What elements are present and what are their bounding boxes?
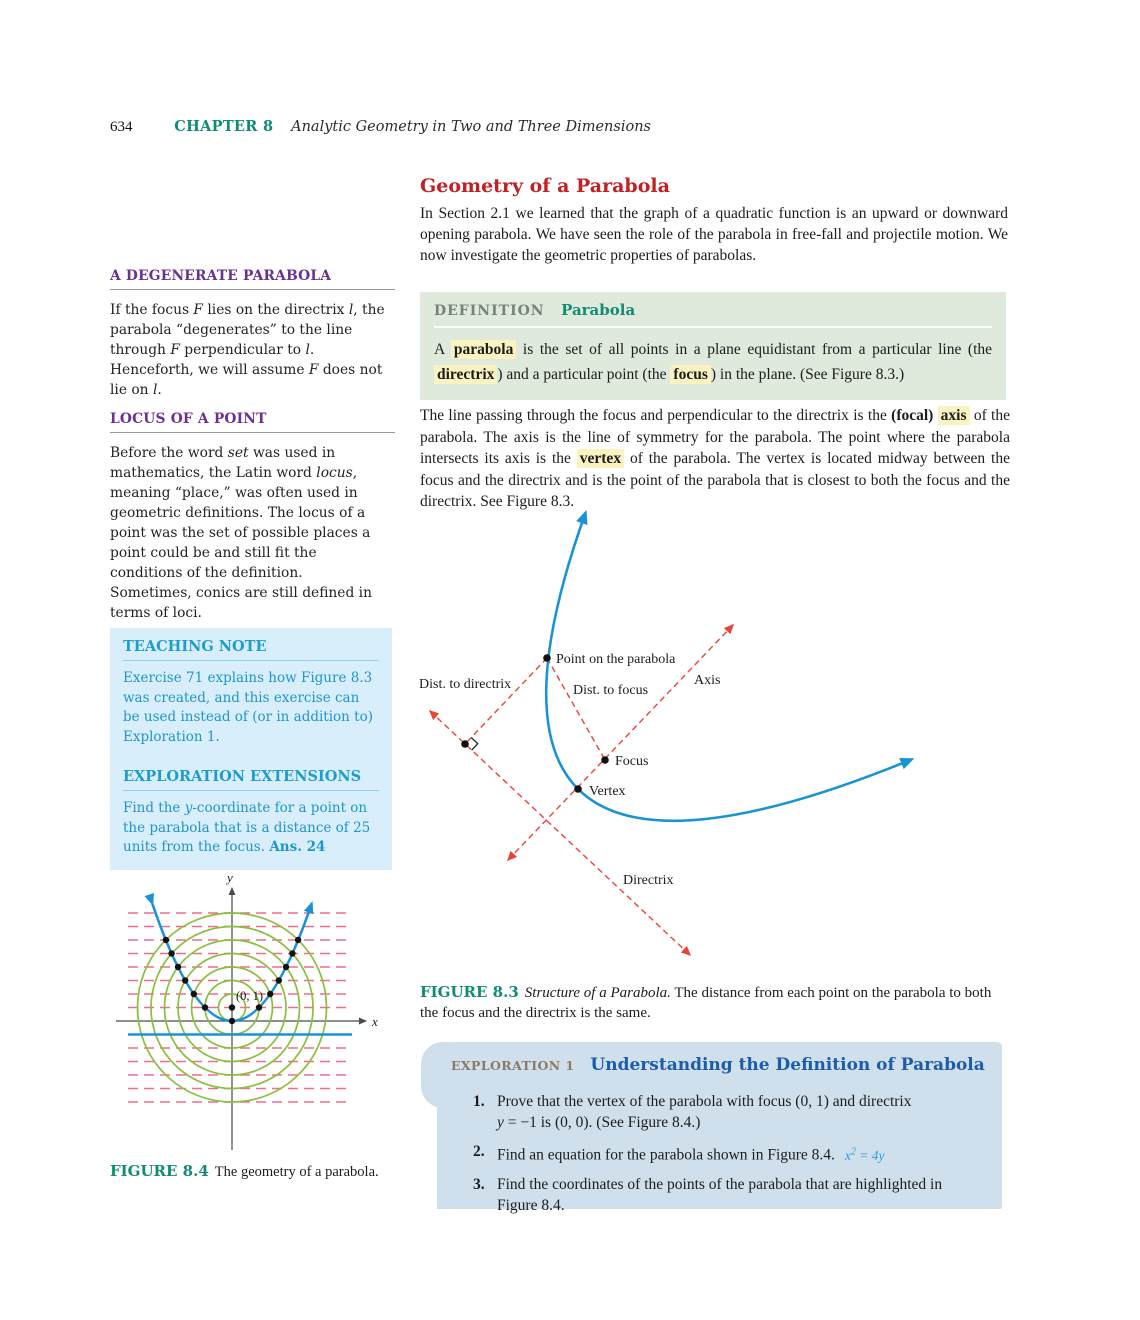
- sidebar-note-degenerate-title: A DEGENERATE PARABOLA: [110, 268, 395, 290]
- exploration-item-3: [473, 1175, 978, 1216]
- definition-text: is the set of all points in a plane equidistant from a particular line (the: [516, 341, 992, 358]
- note-text: Find the: [123, 800, 185, 816]
- figure-8-4-caption-text: The geometry of a parabola.: [214, 1164, 379, 1180]
- body-text: of the parabola. The vertex is located midway between the focus and the directrix and is the point of the parabola that is closest to both the focus and the directrix. See Figure 8.3.: [420, 450, 1010, 510]
- item-3-line-2: Figure 8.4.: [497, 1196, 565, 1214]
- italic-locus: locus: [316, 465, 353, 481]
- sidebar-note-degenerate: [110, 268, 395, 400]
- teaching-note-title: TEACHING NOTE: [123, 638, 379, 661]
- sidebar-note-degenerate-body: [110, 300, 386, 400]
- body-text: The line passing through the focus and perpendicular to the directrix is the: [420, 407, 892, 424]
- italic-y: y: [184, 800, 193, 816]
- answer-x: x: [844, 1147, 851, 1163]
- note-text: .: [157, 382, 162, 398]
- definition-label: DEFINITION: [434, 303, 545, 319]
- exploration-title: Understanding the Definition of Parabola: [590, 1055, 985, 1075]
- chapter-label: CHAPTER 8: [174, 118, 274, 135]
- exploration-tag: EXPLORATION 1: [451, 1058, 575, 1073]
- distance-to-focus-segment: [547, 658, 605, 760]
- exploration-item-1: [473, 1092, 978, 1133]
- note-text: If the focus: [110, 302, 194, 318]
- point-on-parabola-dot: [543, 654, 551, 662]
- exploration-item-2: [473, 1142, 978, 1166]
- sidebar-note-locus-title: LOCUS OF A POINT: [110, 411, 395, 433]
- exploration-box-body: [437, 1042, 1002, 1214]
- note-text: , meaning “place,” was often used in geometric definitions. The locus of a point was the set of possible places a point could be and still fit the conditions of the definition. Sometimes, conics are still defined in terms of loci.: [110, 465, 372, 621]
- page-header: [110, 118, 1010, 136]
- label-vertex: Vertex: [589, 784, 626, 799]
- figure-8-3-caption-text: The distance from each point on the parabola to both the focus and the directrix is the same.: [420, 985, 992, 1021]
- chapter-title: Analytic Geometry in Two and Three Dimensions: [291, 119, 651, 135]
- italic-l: l: [305, 342, 310, 358]
- label-dist-to-directrix: Dist. to directrix: [419, 677, 512, 692]
- definition-box: [420, 292, 1006, 400]
- item-number: 2.: [473, 1143, 485, 1160]
- definition-header: [434, 301, 992, 328]
- item-text: [497, 1175, 942, 1216]
- item-3-line-1: Find the coordinates of the points of the parabola that are highlighted in: [497, 1176, 943, 1193]
- definition-term: Parabola: [561, 301, 636, 319]
- figure-8-4-caption: [110, 1162, 410, 1181]
- note-text: -coordinate for a point on the parabola that is a distance of 25 units from the focus.: [123, 800, 371, 855]
- figure-8-4-graph: [110, 872, 402, 1164]
- figure-8-4-tag: FIGURE 8.4: [110, 1162, 209, 1180]
- answer-text: Ans. 24: [269, 839, 326, 855]
- item-1-italic-y: y: [497, 1113, 504, 1131]
- figure-8-3-caption-italic: Structure of a Parabola.: [524, 985, 671, 1001]
- highlight-axis: axis: [938, 406, 970, 425]
- page-number: 634: [110, 119, 133, 135]
- note-text: was used in mathematics, the Latin word: [110, 445, 336, 481]
- item-text: [497, 1142, 885, 1166]
- directrix-line: [430, 711, 690, 955]
- intro-paragraph: In Section 2.1 we learned that the graph of a quadratic function is an upward or downward opening parabola. We have seen the role of the parabola in free-fall and projectile motion. We now investigate the geometric properties of parabolas.: [420, 205, 1008, 264]
- label-directrix: Directrix: [623, 873, 674, 888]
- bold-focal: (focal): [891, 407, 934, 424]
- italic-set: set: [227, 445, 249, 461]
- exploration-extensions-box: [110, 758, 392, 870]
- item-2-text: Find an equation for the parabola shown in Figure 8.4.: [497, 1146, 835, 1164]
- note-text: perpendicular to: [179, 342, 306, 358]
- label-dist-to-focus: Dist. to focus: [573, 683, 649, 698]
- y-axis-label: y: [227, 872, 233, 885]
- item-text: [497, 1092, 911, 1133]
- answer-rest: = 4y: [855, 1147, 885, 1163]
- vertex-dot: [574, 785, 582, 793]
- highlight-vertex: vertex: [577, 449, 624, 468]
- definition-text: ) in the plane. (See Figure 8.3.): [710, 366, 905, 383]
- definition-text: A: [434, 341, 451, 358]
- x-axis-label: x: [372, 1014, 378, 1029]
- focus-dot: [601, 756, 609, 764]
- highlight-focus: focus: [670, 365, 710, 384]
- note-text: , the parabola “degenerates” to the line through: [110, 302, 385, 358]
- highlight-parabola: parabola: [451, 340, 516, 359]
- figure-8-3-caption: [420, 982, 1008, 1023]
- exploration-header: [437, 1042, 1002, 1075]
- item-1-line-2: = −1 is (0, 0). (See Figure 8.4.): [503, 1113, 701, 1131]
- definition-text: ) and a particular point (the: [497, 366, 671, 383]
- item-number: 1.: [473, 1093, 485, 1110]
- note-text: . Henceforth, we will assume: [110, 342, 315, 378]
- note-text: does not lie on: [110, 362, 383, 398]
- item-1-line-1: Prove that the vertex of the parabola with focus (0, 1) and directrix: [497, 1093, 912, 1110]
- focus-coordinates-label: (0, 1): [236, 989, 264, 1003]
- note-text: Before the word: [110, 445, 228, 461]
- sidebar-note-locus-body: [110, 443, 386, 623]
- sidebar-note-locus: [110, 411, 395, 623]
- exploration-items: [437, 1075, 1002, 1216]
- label-focus: Focus: [615, 754, 649, 769]
- label-point-on-parabola: Point on the parabola: [556, 652, 676, 667]
- italic-F: F: [193, 302, 203, 318]
- exploration-extensions-body: [123, 799, 379, 858]
- note-text: lies on the directrix: [203, 302, 349, 318]
- figure-8-3-diagram: [415, 508, 920, 978]
- definition-body: [434, 337, 992, 387]
- italic-F: F: [308, 362, 319, 378]
- teaching-note-body: Exercise 71 explains how Figure 8.3 was created, and this exercise can be used instead of (or in addition to) Exploration 1.: [123, 670, 373, 745]
- exploration-box: [421, 1042, 1002, 1214]
- exploration-extensions-title: EXPLORATION EXTENSIONS: [123, 768, 379, 791]
- italic-l: l: [348, 302, 354, 318]
- item-number: 3.: [473, 1176, 485, 1193]
- directrix-foot-dot: [461, 740, 469, 748]
- teaching-note-box: [110, 628, 392, 759]
- item-2-answer: [845, 1148, 885, 1163]
- space: [933, 407, 937, 424]
- distance-to-directrix-segment: [465, 658, 547, 744]
- italic-l: l: [152, 382, 158, 398]
- body-text: of the parabola. The axis is the line of symmetry for the parabola. The point where the parabola intersects its axis is the: [420, 407, 1010, 467]
- italic-F: F: [170, 342, 180, 358]
- parabola-curve: [444, 508, 912, 941]
- figure-8-3-tag: FIGURE 8.3: [420, 983, 519, 1001]
- body-paragraph: [420, 405, 1010, 513]
- right-angle-marker: [471, 738, 478, 751]
- label-axis: Axis: [694, 673, 721, 688]
- answer-sup: 2: [850, 1146, 856, 1157]
- section-title: Geometry of a Parabola: [420, 175, 670, 197]
- highlight-directrix: directrix: [434, 365, 497, 384]
